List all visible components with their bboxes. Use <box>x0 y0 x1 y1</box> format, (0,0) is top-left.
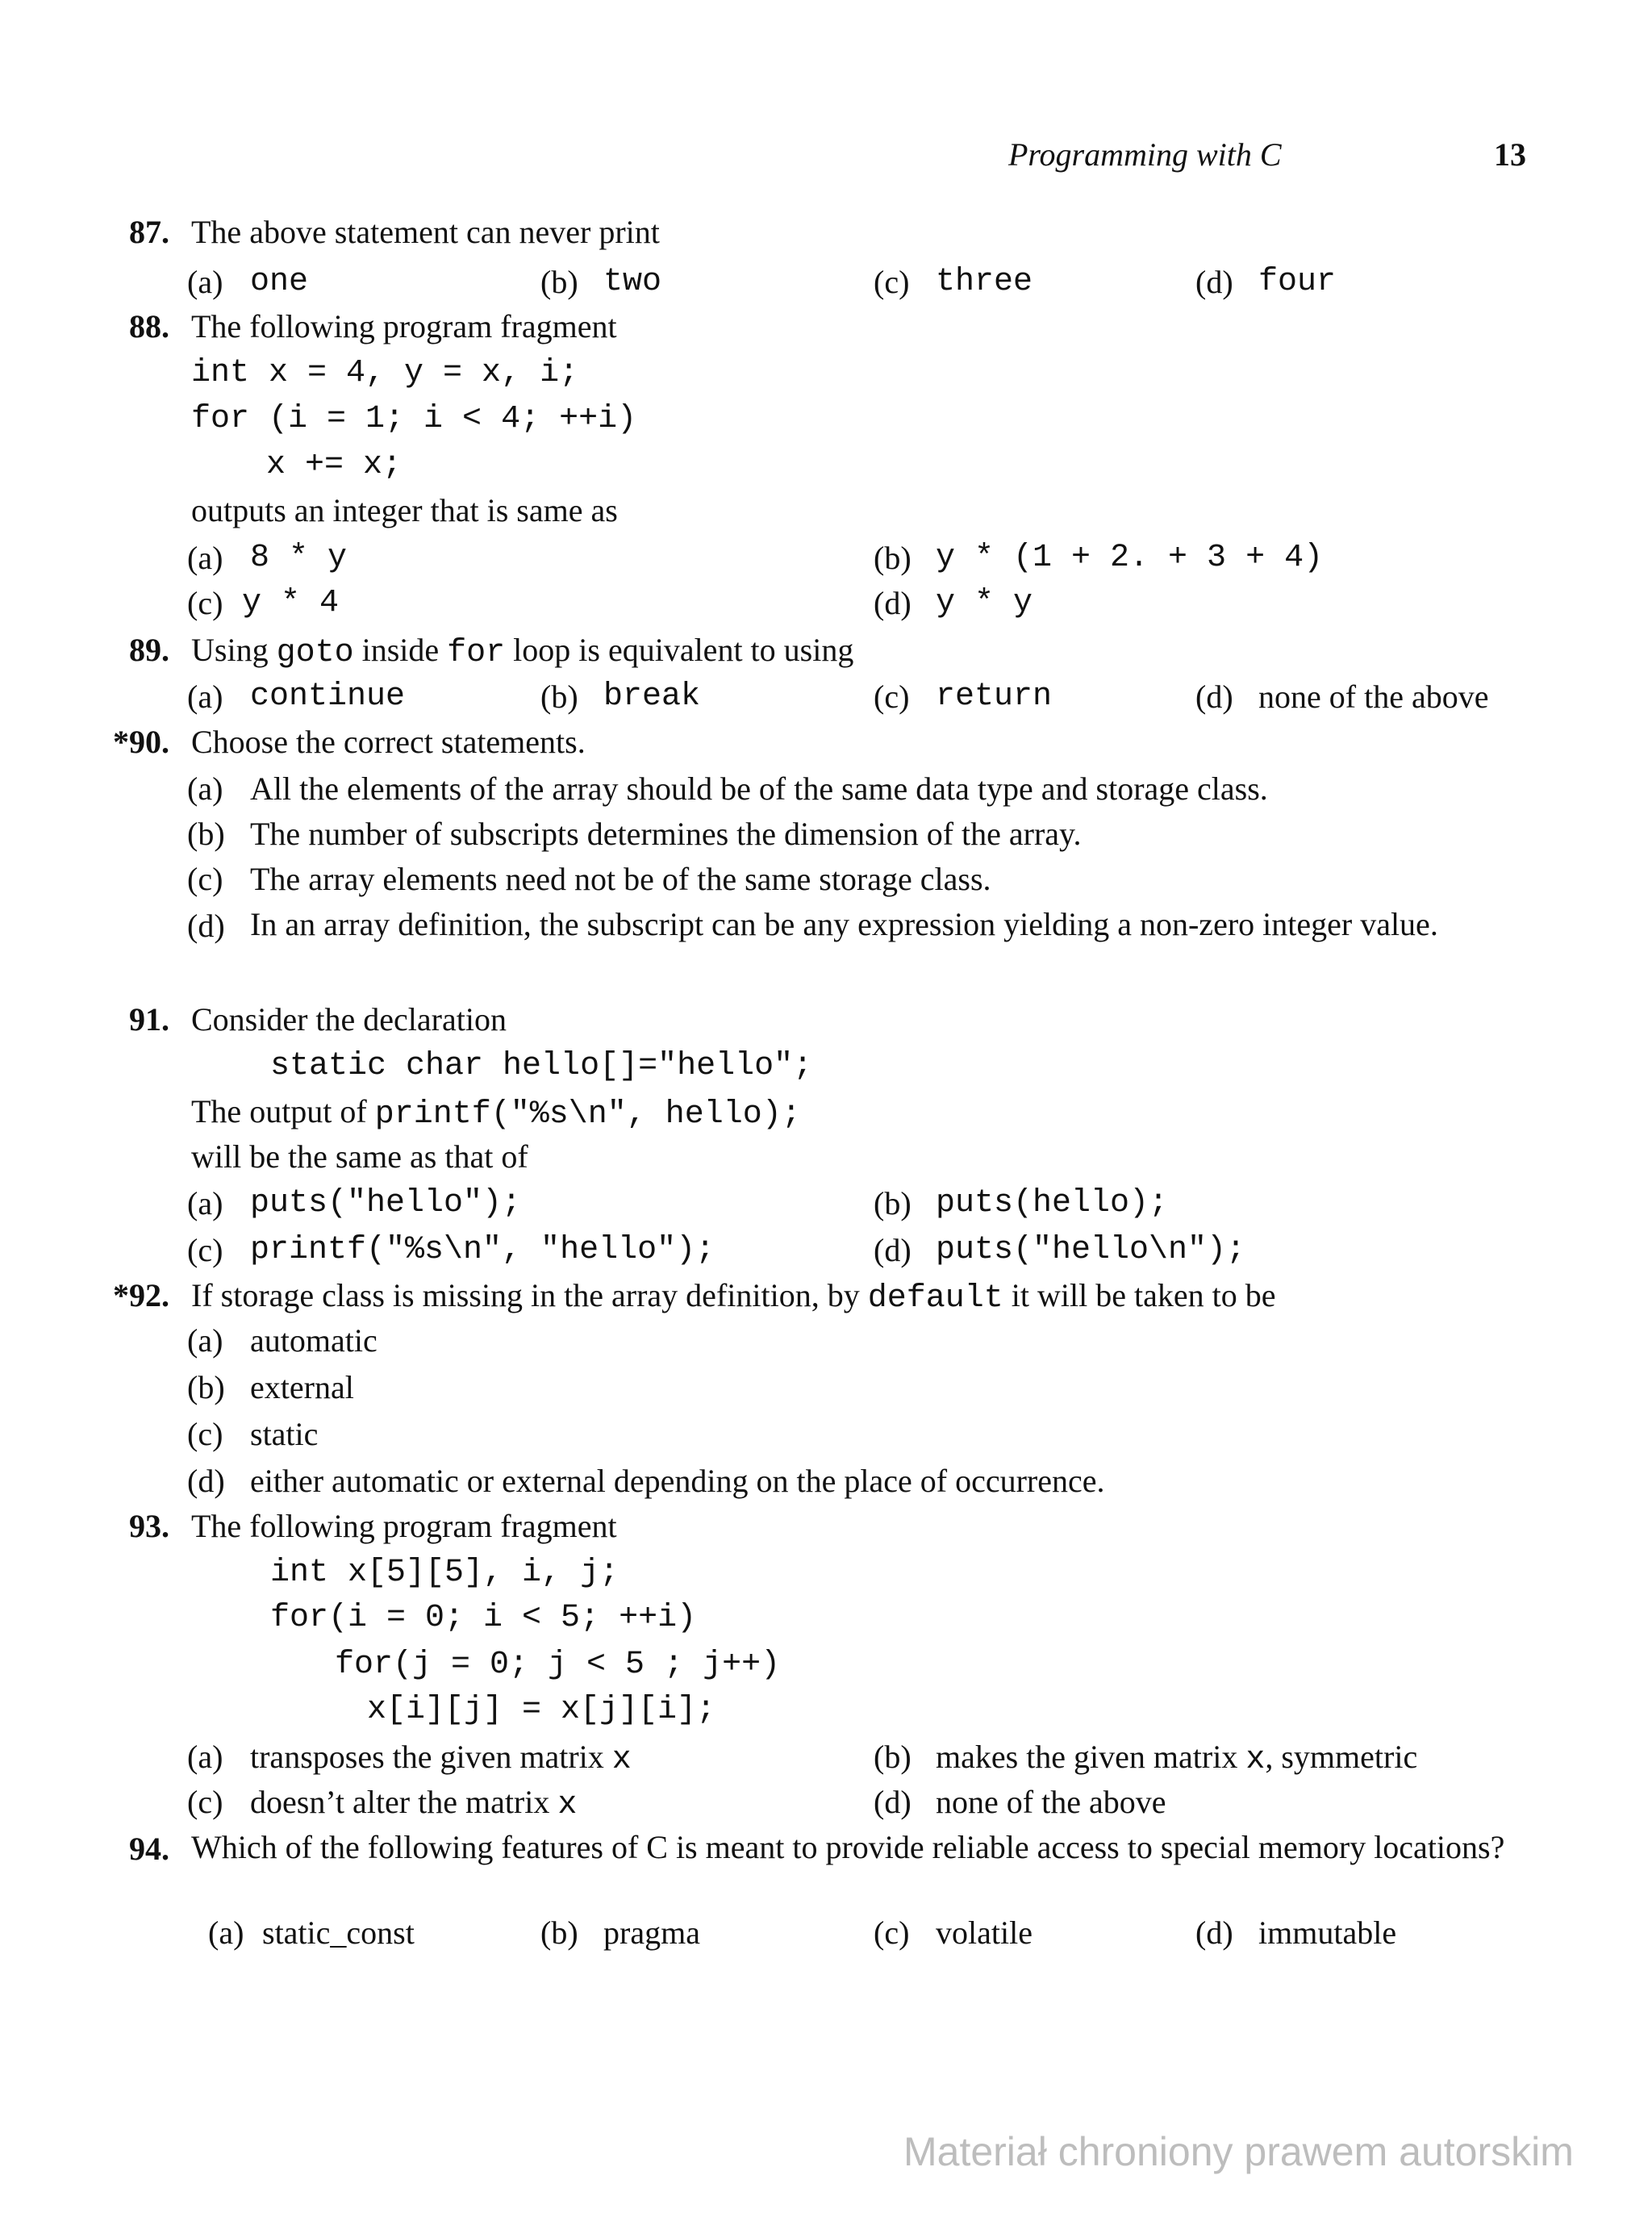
option-text-d: four <box>1258 264 1337 300</box>
option-text-d: y * y <box>936 585 1033 621</box>
question-text: The following program fragment <box>191 1508 617 1544</box>
option-text-c: return <box>936 678 1053 715</box>
option-label-d: (d) <box>1195 264 1233 300</box>
option-text-b: puts(hello); <box>936 1185 1169 1221</box>
option-text-c <box>250 1786 577 1822</box>
page-number: 13 <box>1494 136 1526 173</box>
question-text-continued <box>191 1093 801 1133</box>
option-label-a: (a) <box>187 540 223 576</box>
option-text-d: In an array definition, the subscript can be any expression yielding a non-zero integer value. <box>250 906 1438 942</box>
option-label-c: (c) <box>187 1416 223 1452</box>
option-label-c: (c) <box>187 1784 223 1820</box>
option-text-b: y * (1 + 2. + 3 + 4) <box>936 540 1324 576</box>
code-line: int x[5][5], i, j; <box>270 1555 620 1591</box>
question-number: *92. <box>113 1277 169 1313</box>
code-line: x += x; <box>266 447 403 483</box>
option-label-b: (b) <box>540 264 578 300</box>
text-segment: transposes the given matrix <box>250 1739 604 1775</box>
option-text-d: none of the above <box>936 1784 1166 1820</box>
text-segment: inside <box>361 632 440 668</box>
text-segment: Using <box>191 632 269 668</box>
option-label-c: (c) <box>874 264 910 300</box>
code-line: for (i = 1; i < 4; ++i) <box>191 401 637 437</box>
option-label-a: (a) <box>187 770 223 807</box>
option-label-b: (b) <box>187 816 225 852</box>
option-text-a: puts("hello"); <box>250 1185 522 1221</box>
option-text-d: immutable <box>1258 1914 1397 1951</box>
option-label-b: (b) <box>874 540 912 576</box>
option-text-a: continue <box>250 678 406 715</box>
option-label-c: (c) <box>874 678 910 715</box>
option-text-c: static <box>250 1416 319 1452</box>
text-segment: loop is equivalent to using <box>513 632 854 668</box>
running-header-title: Programming with C <box>1008 136 1282 173</box>
option-text-b: break <box>603 678 701 715</box>
option-label-a: (a) <box>187 1739 223 1775</box>
option-text-b: pragma <box>603 1914 700 1951</box>
code-inline: x <box>611 1742 632 1778</box>
option-text-c: The array elements need not be of the same storage class. <box>250 861 991 897</box>
option-text-d: none of the above <box>1258 678 1489 715</box>
option-text-a: 8 * y <box>250 540 348 576</box>
option-label-d: (d) <box>1195 678 1233 715</box>
option-label-d: (d) <box>874 1784 912 1820</box>
question-number: *90. <box>113 724 169 760</box>
option-label-b: (b) <box>187 1369 225 1405</box>
option-label-d: (d) <box>187 908 225 944</box>
option-text-c: volatile <box>936 1914 1032 1951</box>
option-text-c: printf("%s\n", "hello"); <box>250 1232 715 1268</box>
option-label-a: (a) <box>187 264 223 300</box>
copyright-watermark: Materiał chroniony prawem autorskim <box>903 2129 1574 2174</box>
code-keyword: default <box>867 1280 1003 1317</box>
option-text-a: one <box>250 264 309 300</box>
question-text: Choose the correct statements. <box>191 724 586 760</box>
code-inline: x <box>1245 1742 1266 1778</box>
text-segment: makes the given matrix <box>936 1739 1238 1775</box>
option-text-d: puts("hello\n"); <box>936 1232 1246 1268</box>
option-text-c: y * 4 <box>242 585 340 621</box>
text-segment: , symmetric <box>1265 1739 1418 1775</box>
question-number: 87. <box>129 214 169 250</box>
option-text-c: three <box>936 264 1033 300</box>
question-text-continued: will be the same as that of <box>191 1138 528 1175</box>
question-number: 88. <box>129 308 169 344</box>
option-label-b: (b) <box>874 1185 912 1221</box>
option-label-a: (a) <box>187 1322 223 1359</box>
code-line: int x = 4, y = x, i; <box>191 355 579 391</box>
text-segment: it will be taken to be <box>1011 1277 1276 1313</box>
option-label-d: (d) <box>187 1463 225 1499</box>
question-text <box>191 634 853 670</box>
option-label-c: (c) <box>187 585 223 621</box>
question-text: The above statement can never print <box>191 214 660 250</box>
option-label-a: (a) <box>187 1185 223 1221</box>
option-text-a: All the elements of the array should be of the same data type and storage class. <box>250 770 1268 807</box>
option-label-b: (b) <box>540 1914 578 1951</box>
question-text <box>191 1277 1276 1317</box>
option-label-a: (a) <box>208 1914 244 1951</box>
code-line: static char hello[]="hello"; <box>270 1048 813 1084</box>
text-segment: If storage class is missing in the array definition, by <box>191 1277 860 1313</box>
question-text: The following program fragment <box>191 308 617 344</box>
option-text-a: automatic <box>250 1322 378 1359</box>
question-text: Consider the declaration <box>191 1001 507 1038</box>
code-keyword: for <box>447 635 506 671</box>
code-line: x[i][j] = x[j][i]; <box>367 1692 716 1728</box>
code-inline: x <box>557 1787 578 1823</box>
code-inline: printf("%s\n", hello); <box>374 1096 801 1133</box>
option-label-a: (a) <box>187 678 223 715</box>
option-text-b: two <box>603 264 662 300</box>
option-label-d: (d) <box>874 585 912 621</box>
option-label-c: (c) <box>874 1914 910 1951</box>
option-text-a <box>250 1741 632 1777</box>
option-label-b: (b) <box>540 678 578 715</box>
question-number: 91. <box>129 1001 169 1038</box>
option-label-c: (c) <box>187 1232 223 1268</box>
option-text-d: either automatic or external depending on the place of occurrence. <box>250 1463 1105 1499</box>
question-number: 94. <box>129 1831 169 1867</box>
code-line: for(i = 0; i < 5; ++i) <box>270 1600 697 1636</box>
option-text-b <box>936 1741 1417 1777</box>
option-text-a: static_const <box>262 1914 415 1951</box>
question-text: Which of the following features of C is meant to provide reliable access to special memory locations? <box>191 1829 1505 1865</box>
option-text-b: external <box>250 1369 354 1405</box>
code-line: for(j = 0; j < 5 ; j++) <box>335 1647 781 1683</box>
question-number: 93. <box>129 1508 169 1544</box>
option-text-b: The number of subscripts determines the dimension of the array. <box>250 816 1082 852</box>
question-text-continued: outputs an integer that is same as <box>191 492 618 528</box>
option-label-c: (c) <box>187 861 223 897</box>
option-label-b: (b) <box>874 1739 912 1775</box>
option-label-d: (d) <box>1195 1914 1233 1951</box>
code-keyword: goto <box>276 635 354 671</box>
text-segment: doesn’t alter the matrix <box>250 1784 550 1820</box>
text-segment: The output of <box>191 1093 367 1129</box>
question-number: 89. <box>129 632 169 668</box>
option-label-d: (d) <box>874 1232 912 1268</box>
